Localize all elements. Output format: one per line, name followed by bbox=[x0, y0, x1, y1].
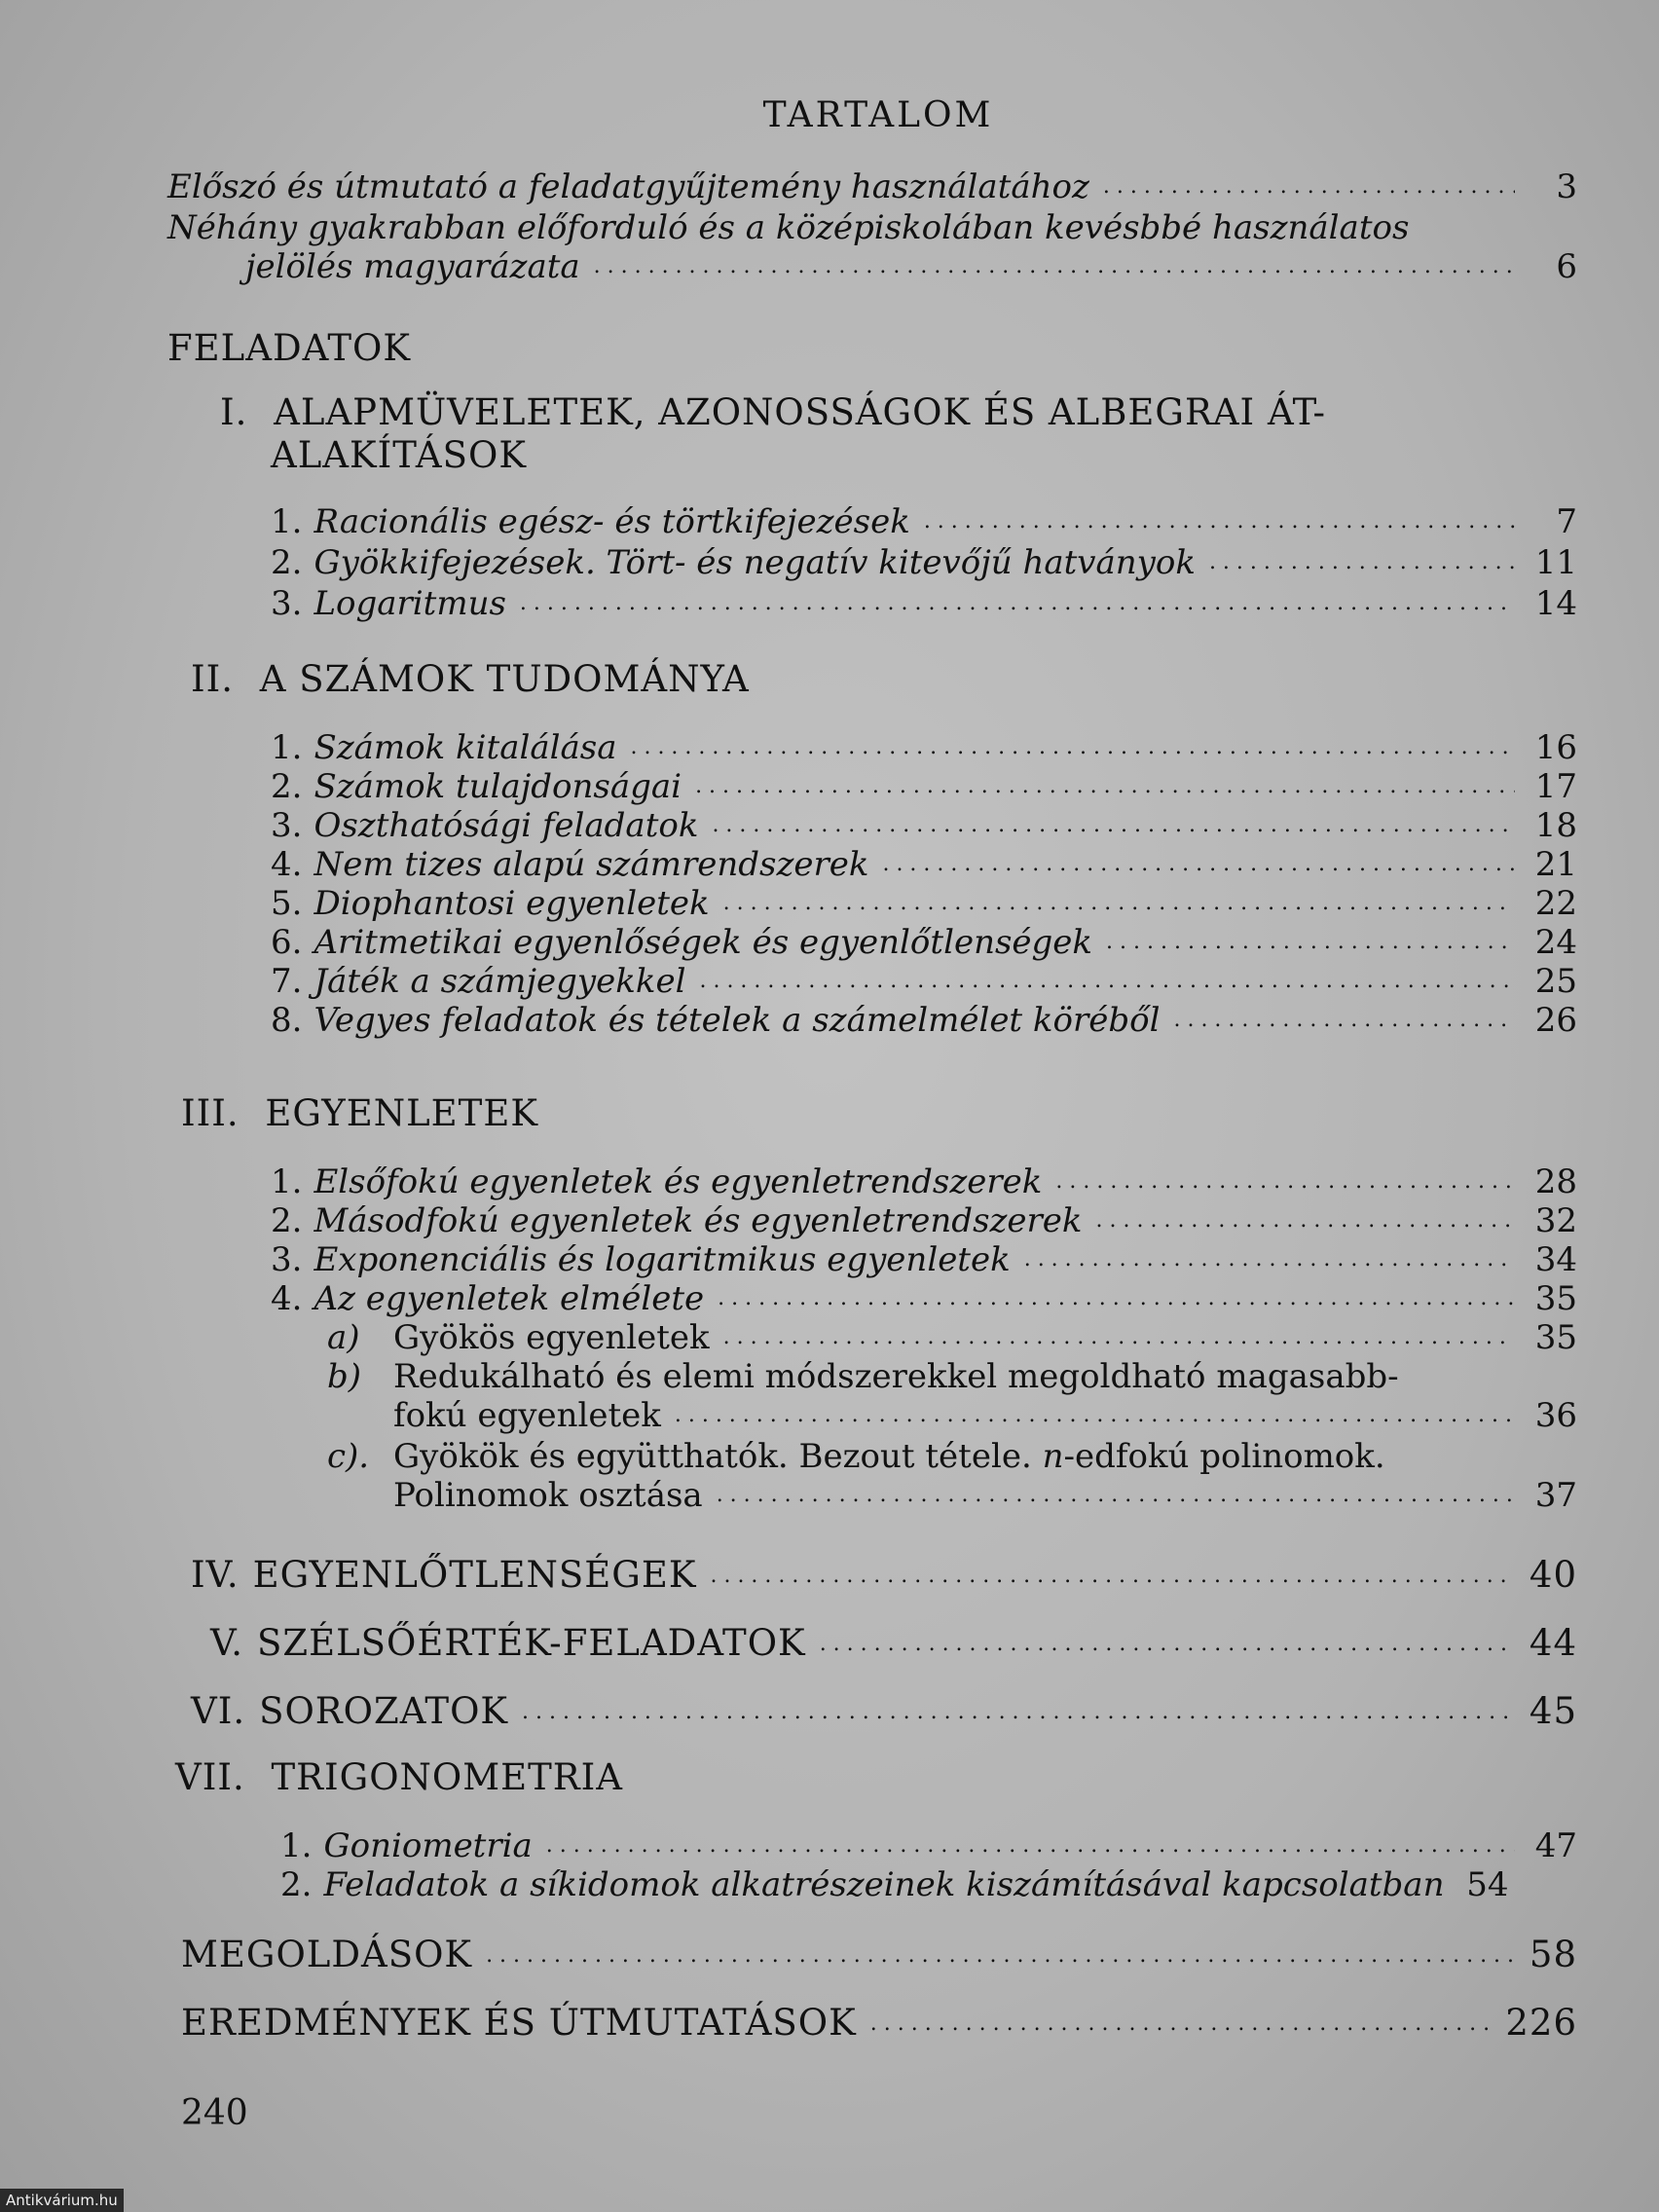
item-number: 2. bbox=[271, 767, 303, 806]
dot-leader bbox=[695, 776, 1515, 797]
toc-subentry-a[interactable] bbox=[327, 1318, 1577, 1357]
toc-entry-1-1[interactable] bbox=[271, 502, 1577, 541]
page-number: 18 bbox=[1534, 806, 1577, 845]
page-number: 37 bbox=[1534, 1476, 1577, 1515]
chapter-3-heading[interactable] bbox=[181, 1092, 538, 1134]
subitem-label: b) bbox=[327, 1357, 362, 1396]
toc-entry-text: Másodfokú egyenletek és egyenletrendszerek bbox=[313, 1201, 1083, 1240]
dot-leader bbox=[1024, 1249, 1515, 1271]
toc-entry-text: Az egyenletek elmélete bbox=[313, 1279, 705, 1318]
toc-entry-text: Exponenciális és logaritmikus egyenletek bbox=[313, 1240, 1011, 1279]
chapter-title: EGYENLŐTLENSÉGEK bbox=[252, 1554, 697, 1596]
toc-entry-2-1[interactable] bbox=[271, 728, 1577, 767]
toc-entry-2-2[interactable] bbox=[271, 767, 1577, 806]
toc-entry-2-6[interactable] bbox=[271, 923, 1577, 962]
toc-entry-text: Diophantosi egyenletek bbox=[313, 884, 710, 923]
page-number: 21 bbox=[1534, 845, 1577, 884]
page-number: 35 bbox=[1534, 1318, 1577, 1357]
page-number: 11 bbox=[1534, 543, 1577, 582]
page-number: 34 bbox=[1534, 1240, 1577, 1279]
item-number: 7. bbox=[271, 962, 303, 1001]
page-number: 32 bbox=[1534, 1201, 1577, 1240]
chapter-title-line1: ALAPMÜVELETEK, AZONOSSÁGOK ÉS ALBEGRAI ÁT- bbox=[274, 391, 1327, 433]
dot-leader bbox=[1055, 1171, 1515, 1193]
dot-leader bbox=[546, 1835, 1515, 1857]
toc-entry-7-1[interactable] bbox=[280, 1826, 1577, 1865]
dot-leader bbox=[594, 256, 1515, 277]
page-number: 25 bbox=[1534, 962, 1577, 1001]
subitem-label: c). bbox=[327, 1437, 370, 1476]
dot-leader bbox=[723, 1327, 1515, 1348]
chapter-title-line2: ALAKÍTÁSOK bbox=[271, 434, 527, 476]
item-number: 6. bbox=[271, 923, 303, 962]
dot-leader bbox=[717, 1485, 1515, 1506]
dot-leader bbox=[675, 1405, 1515, 1426]
toc-entry-jelolesek-line1[interactable]: Néhány gyakrabban előforduló és a középiskolában kevésbbé használatos bbox=[167, 208, 1410, 247]
page-number: 47 bbox=[1534, 1826, 1577, 1865]
dot-leader bbox=[1103, 176, 1515, 198]
section-feladatok[interactable]: FELADATOK bbox=[167, 327, 411, 369]
chapter-4-entry[interactable] bbox=[191, 1554, 1577, 1596]
page-number: 35 bbox=[1534, 1279, 1577, 1318]
dot-leader bbox=[1096, 1210, 1515, 1232]
item-number: 1. bbox=[271, 728, 303, 767]
chapter-6-entry[interactable] bbox=[191, 1690, 1577, 1732]
toc-entry-text: Gyökök és együtthatók. Bezout tétele. bbox=[393, 1437, 1043, 1476]
toc-entry-text: Gyökös egyenletek bbox=[393, 1318, 710, 1357]
watermark: Antikvárium.hu bbox=[0, 2189, 124, 2212]
dot-leader bbox=[486, 1945, 1515, 1967]
toc-entry-text: Aritmetikai egyenlőségek és egyenlőtlenségek bbox=[313, 923, 1093, 962]
toc-entry-text: Elsőfokú egyenletek és egyenletrendszerek bbox=[313, 1162, 1043, 1201]
dot-leader bbox=[712, 815, 1515, 836]
page-number: 24 bbox=[1534, 923, 1577, 962]
chapter-title: SZÉLSŐÉRTÉK-FELADATOK bbox=[257, 1622, 806, 1664]
toc-entry-text-italic: n bbox=[1042, 1437, 1064, 1476]
toc-entry-3-3[interactable] bbox=[271, 1240, 1577, 1279]
item-number: 8. bbox=[271, 1001, 303, 1040]
toc-subentry-c[interactable] bbox=[393, 1476, 1577, 1515]
chapter-2-heading[interactable] bbox=[191, 658, 750, 700]
page-number: 44 bbox=[1529, 1622, 1577, 1664]
page-number: 226 bbox=[1505, 2002, 1577, 2044]
chapter-1-heading[interactable] bbox=[220, 391, 1326, 433]
page-number: 17 bbox=[1534, 767, 1577, 806]
toc-entry-eredmenyek[interactable] bbox=[181, 2002, 1577, 2044]
item-number: 3. bbox=[271, 806, 303, 845]
toc-entry-text: Számok tulajdonságai bbox=[313, 767, 682, 806]
chapter-number: VI. bbox=[191, 1690, 246, 1732]
toc-entry-1-3[interactable] bbox=[271, 584, 1577, 623]
dot-leader bbox=[870, 2013, 1493, 2035]
chapter-5-entry[interactable] bbox=[210, 1622, 1577, 1664]
chapter-title: EGYENLETEK bbox=[265, 1092, 539, 1134]
dot-leader bbox=[718, 1288, 1515, 1309]
toc-entry-text: Racionális egész- és törtkifejezések bbox=[313, 502, 910, 541]
toc-entry-3-4[interactable] bbox=[271, 1279, 1577, 1318]
toc-entry-2-7[interactable] bbox=[271, 962, 1577, 1001]
chapter-title: A SZÁMOK TUDOMÁNYA bbox=[259, 658, 750, 700]
toc-subentry-b-line1[interactable] bbox=[327, 1357, 1399, 1396]
item-number: 3. bbox=[271, 584, 303, 623]
toc-subentry-c-line1[interactable] bbox=[327, 1437, 1385, 1476]
toc-subentry-b[interactable] bbox=[393, 1396, 1577, 1435]
toc-entry-text: Feladatok a síkidomok alkatrészeinek kiszámításával kapcsolatban bbox=[323, 1865, 1445, 1904]
toc-entry-3-2[interactable] bbox=[271, 1201, 1577, 1240]
dot-leader bbox=[699, 971, 1515, 992]
item-number: 4. bbox=[271, 845, 303, 884]
subitem-label: a) bbox=[327, 1318, 360, 1357]
item-number: 2. bbox=[271, 1201, 303, 1240]
toc-entry-2-4[interactable] bbox=[271, 845, 1577, 884]
toc-entry-text: fokú egyenletek bbox=[393, 1396, 661, 1435]
toc-entry-7-2[interactable] bbox=[280, 1865, 1577, 1904]
dot-leader bbox=[820, 1634, 1515, 1655]
toc-entry-text: Redukálható és elemi módszerekkel megoldható magasabb- bbox=[393, 1357, 1399, 1396]
toc-entry-text: -edfokú polinomok. bbox=[1063, 1437, 1385, 1476]
toc-entry-text: Polinomok osztása bbox=[393, 1476, 703, 1515]
page-number: 45 bbox=[1529, 1690, 1577, 1732]
item-number: 1. bbox=[271, 502, 303, 541]
dot-leader bbox=[723, 893, 1515, 914]
page-number: 58 bbox=[1529, 1934, 1577, 1975]
page-title: TARTALOM bbox=[762, 95, 994, 135]
chapter-title: TRIGONOMETRIA bbox=[271, 1756, 624, 1798]
dot-leader bbox=[710, 1566, 1515, 1587]
page-number: 22 bbox=[1534, 884, 1577, 923]
dot-leader bbox=[522, 1702, 1515, 1723]
chapter-number: V. bbox=[210, 1622, 244, 1664]
toc-entry-text: Nem tizes alapú számrendszerek bbox=[313, 845, 869, 884]
item-number: 4. bbox=[271, 1279, 303, 1318]
toc-entry-text: MEGOLDÁSOK bbox=[181, 1934, 473, 1975]
chapter-number: IV. bbox=[191, 1554, 240, 1596]
toc-entry-2-5[interactable] bbox=[271, 884, 1577, 923]
chapter-number: I. bbox=[220, 391, 248, 433]
item-number: 1. bbox=[271, 1162, 303, 1201]
page-number: 26 bbox=[1534, 1001, 1577, 1040]
item-number: 3. bbox=[271, 1240, 303, 1279]
toc-entry-text: jelölés magyarázata bbox=[245, 247, 580, 286]
folio-page-number: 240 bbox=[181, 2093, 248, 2133]
chapter-number: VII. bbox=[175, 1756, 245, 1798]
toc-entry-2-8[interactable] bbox=[271, 1001, 1577, 1040]
page-number: 14 bbox=[1534, 584, 1577, 623]
toc-entry-1-2[interactable] bbox=[271, 543, 1577, 582]
dot-leader bbox=[1209, 552, 1515, 573]
dot-leader bbox=[1106, 932, 1515, 953]
toc-entry-text: Számok kitalálása bbox=[313, 728, 617, 767]
item-number: 5. bbox=[271, 884, 303, 923]
page-number: 3 bbox=[1556, 167, 1577, 206]
toc-entry-text: Logaritmus bbox=[313, 584, 506, 623]
page-number: 6 bbox=[1556, 247, 1577, 286]
toc-entry-text: Oszthatósági feladatok bbox=[313, 806, 699, 845]
page-number: 28 bbox=[1534, 1162, 1577, 1201]
page-number: 36 bbox=[1534, 1396, 1577, 1435]
toc-entry-megoldasok[interactable] bbox=[181, 1934, 1577, 1975]
item-number: 1. bbox=[280, 1826, 313, 1865]
toc-entry-text: Vegyes feladatok és tételek a számelmélet köréből bbox=[313, 1001, 1161, 1040]
toc-entry-text: Játék a számjegyekkel bbox=[313, 962, 686, 1001]
toc-entry-3-1[interactable] bbox=[271, 1162, 1577, 1201]
page-number: 16 bbox=[1534, 728, 1577, 767]
chapter-number: III. bbox=[181, 1092, 240, 1134]
dot-leader bbox=[1173, 1010, 1515, 1031]
item-number: 2. bbox=[280, 1865, 313, 1904]
toc-entry-eloszo[interactable] bbox=[167, 167, 1577, 206]
toc-entry-text: Goniometria bbox=[323, 1826, 533, 1865]
chapter-title: SOROZATOK bbox=[259, 1690, 509, 1732]
page-number: 7 bbox=[1556, 502, 1577, 541]
item-number: 2. bbox=[271, 543, 303, 582]
toc-entry-text: EREDMÉNYEK ÉS ÚTMUTATÁSOK bbox=[181, 2002, 857, 2044]
chapter-7-heading[interactable] bbox=[175, 1756, 623, 1798]
dot-leader bbox=[520, 593, 1515, 614]
toc-entry-2-3[interactable] bbox=[271, 806, 1577, 845]
toc-entry-jelolesek[interactable] bbox=[245, 247, 1577, 286]
page-number: 54 bbox=[1466, 1865, 1509, 1904]
dot-leader bbox=[630, 737, 1515, 758]
page-number: 40 bbox=[1529, 1554, 1577, 1596]
dot-leader bbox=[882, 854, 1515, 875]
dot-leader bbox=[924, 511, 1515, 533]
chapter-number: II. bbox=[191, 658, 234, 700]
toc-entry-text: Előszó és útmutató a feladatgyűjtemény használatához bbox=[167, 167, 1089, 206]
toc-entry-text: Gyökkifejezések. Tört- és negatív kitevőjű hatványok bbox=[313, 543, 1196, 582]
